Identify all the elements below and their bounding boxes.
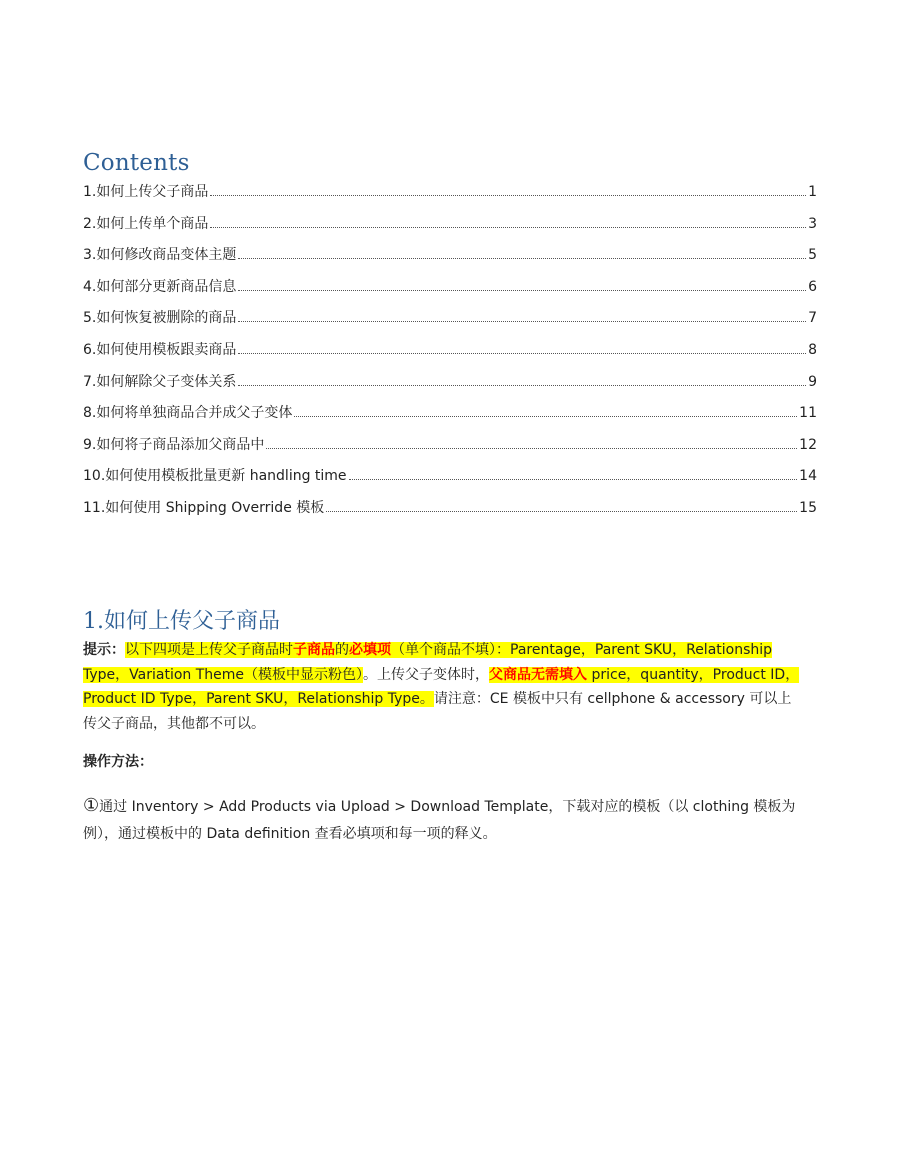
toc-entry-label: 11.如何使用 Shipping Override 模板 xyxy=(83,499,325,516)
toc-entry-label: 9.如何将子商品添加父商品中 xyxy=(83,436,265,453)
toc-entry-label: 5.如何恢复被删除的商品 xyxy=(83,310,237,327)
tip-plain-1: 。上传父子变体时， xyxy=(363,666,490,683)
tip-emphasis-required: 必填项 xyxy=(349,642,391,658)
toc-dot-leader xyxy=(349,478,798,480)
step-1-paragraph xyxy=(83,792,803,848)
tip-plain-2: 请注意：CE 模板中只有 cellphone & accessory 可以上传父子商品，其他都不可以。 xyxy=(83,691,792,732)
toc-entry-page-number: 3 xyxy=(808,215,817,232)
toc-entry-page-number: 5 xyxy=(808,247,817,264)
toc-dot-leader xyxy=(326,510,797,512)
tip-highlight-3: （单个商品不填）：Parentage，Parent SKU，Relationship Type，Variation Theme（模板中显示粉色） xyxy=(83,642,773,683)
toc-dot-leader xyxy=(238,289,806,291)
table-of-contents xyxy=(83,181,817,529)
toc-dot-leader xyxy=(294,415,797,417)
toc-entry-page-number: 14 xyxy=(799,468,817,485)
section-heading: 1.如何上传父子商品 xyxy=(83,609,280,634)
toc-entry[interactable] xyxy=(83,434,817,466)
toc-entry-label: 4.如何部分更新商品信息 xyxy=(83,278,237,295)
toc-entry-label: 6.如何使用模板跟卖商品 xyxy=(83,341,237,358)
tip-label: 提示： xyxy=(83,642,125,658)
toc-entry-label: 8.如何将单独商品合并成父子变体 xyxy=(83,405,293,422)
toc-entry-page-number: 1 xyxy=(808,184,817,200)
toc-entry-page-number: 8 xyxy=(808,341,817,358)
toc-entry-label: 3.如何修改商品变体主题 xyxy=(83,247,237,264)
tip-paragraph xyxy=(83,638,803,736)
toc-entry-page-number: 9 xyxy=(808,373,817,390)
toc-entry-page-number: 11 xyxy=(799,405,817,422)
toc-dot-leader xyxy=(238,384,806,386)
toc-entry[interactable] xyxy=(83,497,817,529)
toc-entry-page-number: 12 xyxy=(799,436,817,453)
toc-dot-leader xyxy=(238,257,806,259)
toc-heading: Contents xyxy=(83,150,190,176)
toc-entry-label: 7.如何解除父子变体关系 xyxy=(83,373,237,390)
toc-dot-leader xyxy=(238,320,806,322)
toc-dot-leader xyxy=(238,352,806,354)
tip-emphasis-child: 子商品 xyxy=(293,642,335,658)
toc-dot-leader xyxy=(210,226,806,228)
toc-dot-leader xyxy=(266,447,797,449)
toc-entry-label: 10.如何使用模板批量更新 handling time xyxy=(83,468,347,485)
step-1-marker: ① xyxy=(83,795,100,816)
toc-entry[interactable] xyxy=(83,465,817,497)
toc-entry[interactable] xyxy=(83,181,817,213)
toc-entry-label: 2.如何上传单个商品 xyxy=(83,215,209,232)
tip-highlight-4: price，quantity，Product ID，Product ID Type，Parent SKU，Relationship Type。 xyxy=(83,666,800,707)
toc-dot-leader xyxy=(210,194,806,196)
toc-entry[interactable] xyxy=(83,371,817,403)
toc-entry-page-number: 7 xyxy=(808,310,817,327)
toc-entry[interactable] xyxy=(83,339,817,371)
toc-entry[interactable] xyxy=(83,307,817,339)
toc-entry[interactable] xyxy=(83,402,817,434)
toc-entry-label: 1.如何上传父子商品 xyxy=(83,184,209,200)
toc-entry[interactable] xyxy=(83,276,817,308)
toc-entry[interactable] xyxy=(83,213,817,245)
tip-emphasis-parent: 父商品无需填入 xyxy=(489,666,588,683)
method-label: 操作方法： xyxy=(83,754,153,770)
toc-entry-page-number: 6 xyxy=(808,278,817,295)
tip-highlight-1: 以下四项是上传父子商品时 xyxy=(125,642,293,658)
toc-entry[interactable] xyxy=(83,244,817,276)
step-1-text: 通过 Inventory > Add Products via Upload > Download Template，下载对应的模板（以 clothing 模板为例），通过模板中的 Data definition 查看必填项和每一项的释义。 xyxy=(83,799,796,842)
tip-highlight-2: 的 xyxy=(335,642,349,658)
toc-entry-page-number: 15 xyxy=(799,499,817,516)
